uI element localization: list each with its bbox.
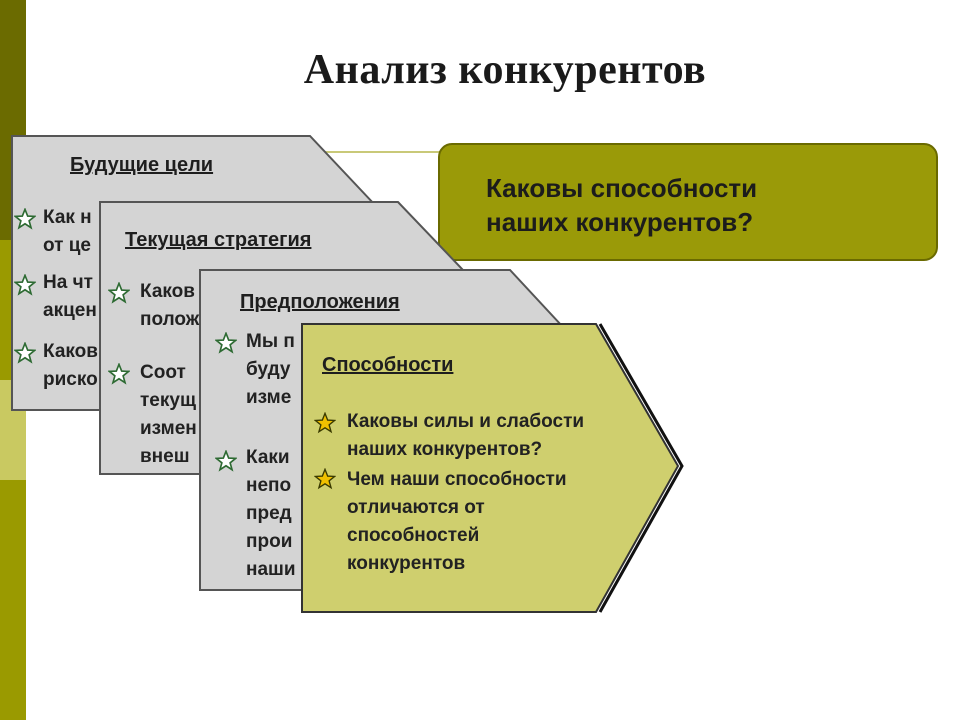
star-icon (14, 342, 36, 364)
star-icon (314, 468, 336, 490)
bullet-text: Мы п буду изме (246, 331, 295, 408)
bullet-text: Соот текущ измен внеш (140, 362, 197, 467)
card-title-future-goals: Будущие цели (70, 154, 214, 176)
bullet-text: Чем наши способности отличаются от способностей конкурентов (347, 469, 567, 574)
bullet-text: Каковы силы и слабости наших конкурентов? (347, 411, 585, 460)
star-icon (215, 450, 237, 472)
card-title-assumptions: Предположения (240, 291, 400, 313)
card-current-strategy-body (100, 260, 200, 474)
card-title-capabilities: Способности (322, 354, 454, 376)
bullet-text: На чт акцен (43, 272, 97, 321)
card-assumptions-body (200, 324, 302, 590)
card-future-goals-body (12, 190, 100, 410)
star-icon (14, 208, 36, 230)
bullet-text: Каков риско (43, 341, 98, 390)
star-icon (108, 363, 130, 385)
question-line-1: Каковы способности (486, 173, 758, 203)
star-icon (314, 412, 336, 434)
star-icon (215, 332, 237, 354)
bullet-text: Каков полож (140, 281, 200, 330)
star-icon (14, 274, 36, 296)
bullet-text: Как н от це (43, 207, 92, 256)
question-line-2: наших конкурентов? (486, 207, 754, 237)
star-icon (108, 282, 130, 304)
bullet-text: Каки непо пред прои наши (246, 447, 296, 580)
page-title: Анализ конкурентов (303, 47, 707, 93)
card-title-current-strategy: Текущая стратегия (125, 229, 312, 251)
